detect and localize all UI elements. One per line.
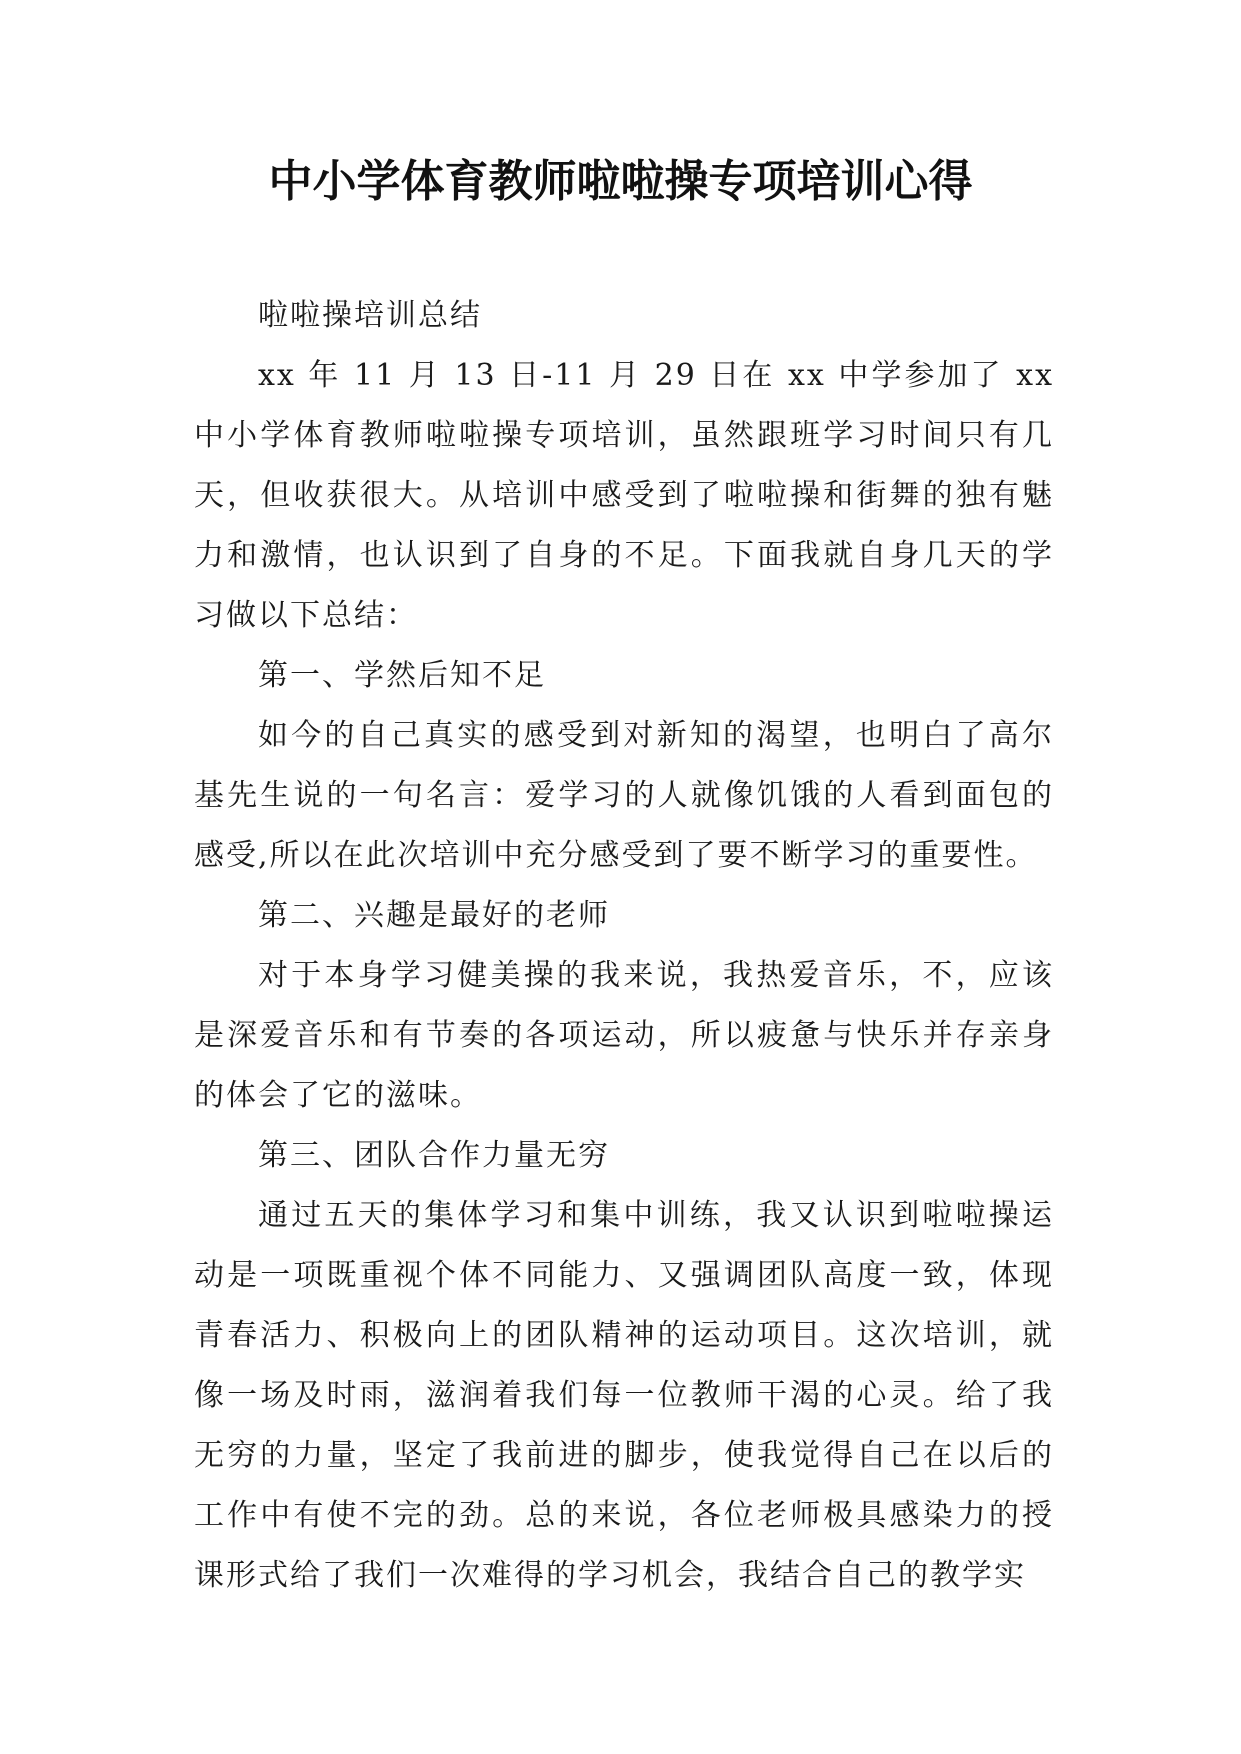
paragraph-summary-heading: 啦啦操培训总结 xyxy=(258,298,482,333)
section-heading-1: 第一、学然后知不足 xyxy=(258,658,546,693)
paragraph-section-1: 如今的自己真实的感受到对新知的渴望，也明白了高尔基先生说的一句名言：爱学习的人就像饥饿的人看到面包的感受,所以在此次培训中充分感受到了要不断学习的重要性。 xyxy=(194,718,1054,873)
section-heading-3: 第三、团队合作力量无穷 xyxy=(258,1138,610,1173)
paragraph-section-2: 对于本身学习健美操的我来说，我热爱音乐，不，应该是深爱音乐和有节奏的各项运动，所以疲惫与快乐并存亲身的体会了它的滋味。 xyxy=(194,958,1054,1113)
paragraph-section-3: 通过五天的集体学习和集中训练，我又认识到啦啦操运动是一项既重视个体不同能力、又强调团队高度一致，体现青春活力、积极向上的团队精神的运动项目。这次培训，就像一场及时雨，滋润着我们每一位教师干渴的心灵。给了我无穷的力量，坚定了我前进的脚步，使我觉得自己在以后的工作中有使不完的劲。总的来说，各位老师极具感染力的授课形式给了我们一次难得的学习机会，我结合自己的教学实 xyxy=(194,1198,1054,1593)
document-body xyxy=(194,286,1054,1606)
section-heading-2: 第二、兴趣是最好的老师 xyxy=(258,898,610,933)
document-title: 中小学体育教师啦啦操专项培训心得 xyxy=(268,156,973,207)
paragraph-intro: xx 年 11 月 13 日-11 月 29 日在 xx 中学参加了 xx 中小学体育教师啦啦操专项培训，虽然跟班学习时间只有几天，但收获很大。从培训中感受到了啦啦操和街舞的独有魅力和激情，也认识到了自身的不足。下面我就自身几天的学习做以下总结： xyxy=(194,358,1054,633)
